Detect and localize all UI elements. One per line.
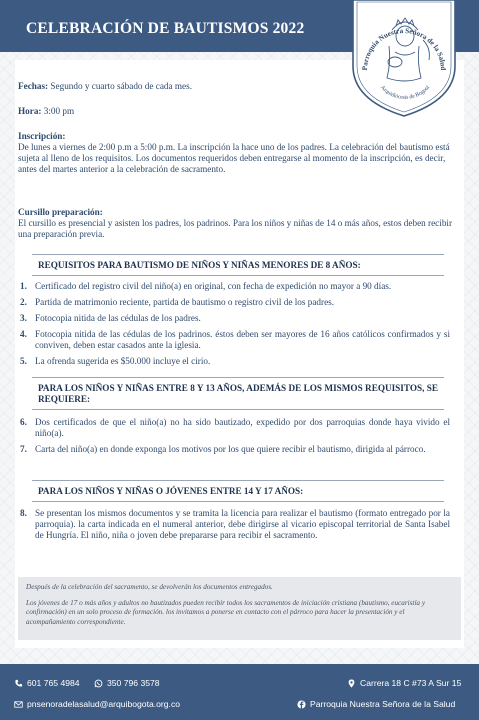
emblem-arc-text-top: Parroquia Nuestra Señora de la Salud (360, 26, 448, 71)
section-heading-under-8: REQUISITOS PARA BAUTISMO DE NIÑOS Y NIÑAS MENORES DE 8 AÑOS: (32, 254, 444, 276)
hora-value: 3:00 pm (41, 106, 75, 116)
list-item: 8. Se presentan los mismos documentos y se tramita la licencia para realizar el bautismo (formato entregado por la parroquia). la carta indicada en el numeral anterior, debe dirigirse al vicario episcopal territorial de Santa Isabel de Hungría. El niño, niña o joven debe prepararse para recibir el sacramento. (20, 508, 450, 540)
list-item: 4. Fotocopia nitida de las cédulas de los padrinos. éstos deben ser mayores de 16 años católicos confirmados y si conviven, deben estar casados ante la iglesia. (20, 329, 450, 350)
list-item: 5. La ofrenda sugerida es $50.000 incluye el cirio. (20, 356, 211, 366)
whatsapp-contact[interactable]: 350 796 3578 (94, 678, 160, 688)
list-item: 2. Partida de matrimonio reciente, partida de bautismo o registro civil de los padres. (20, 297, 335, 307)
virgin-mary-emblem-icon (345, 0, 463, 118)
fechas-label: Fechas: (18, 81, 49, 91)
whatsapp-icon (94, 679, 103, 688)
emblem-arc-text-bottom: Arquidiócesis de Bogotá (379, 84, 431, 101)
phone-contact[interactable]: 601 765 4984 (14, 678, 80, 688)
cursillo-text: El cursillo es presencial y asisten los padres, los padrinos. Para los niños y niñas de 14 o más años, estos deben recibir una preparación previa. (18, 218, 453, 239)
facebook-link[interactable]: Parroquia Nuestra Señora de la Salud (297, 699, 455, 709)
page-title: CELEBRACIÓN DE BAUTISMOS 2022 (26, 20, 305, 37)
hora-label: Hora: (18, 106, 42, 116)
hora-line (18, 106, 398, 117)
inscripcion-label: Inscripción: (18, 131, 66, 141)
note-line-1: Después de la celebración del sacramento, se devolverán los documentos entregados. (26, 583, 273, 591)
list-item: 7. Carta del niño(a) en donde exponga los motivos por los que quiere recibir el bautismo, dirigida al párroco. (20, 444, 426, 454)
inscripcion-text: De lunes a viernes de 2:00 p.m a 5:00 p.m. La inscripción la hace uno de los padres. La celebración del bautismo está sujeta al lleno de los requisitos. Los documentos requeridos deben entregarse al momento de la inscripción, es decir, antes del martes anterior a la celebración de sacramento. (18, 142, 450, 174)
note-box (18, 577, 461, 640)
fechas-line (18, 81, 398, 92)
phone-icon (14, 679, 23, 688)
note-line-2: Los jóvenes de 17 o más años y adultos no bautizados pueden recibir todos los sacramentos de iniciación cristiana (bautismo, eucaristía y confirmación) en un solo proceso de formación. los invitamos a ponerse en contacto con el párroco para hacer la presentación y el acompañamiento correspondiente. (26, 598, 426, 626)
fechas-value: Segundo y cuarto sábado de cada mes. (48, 81, 193, 91)
list-item: 1. Certificado del registro civil del niño(a) en original, con fecha de expedición no mayor a 90 días. (20, 281, 392, 291)
email-icon (14, 700, 23, 709)
requirements-list-under-8 (20, 281, 450, 372)
footer (0, 664, 479, 720)
address: Carrera 18 C #73 A Sur 15 (347, 678, 461, 688)
list-item: 3. Fotocopia nitida de las cédulas de los padres. (20, 313, 201, 323)
location-pin-icon (347, 679, 356, 688)
requirements-list-8-13 (20, 417, 450, 460)
section-heading-14-17: PARA LOS NIÑOS Y NIÑAS O JÓVENES ENTRE 14 Y 17 AÑOS: (32, 480, 444, 502)
cursillo-label: Cursillo preparación: (18, 207, 103, 217)
list-item: 6. Dos certificados de que el niño(a) no ha sido bautizado, expedido por dos parroquias donde haya vivido el niño(a). (20, 417, 450, 438)
facebook-icon (297, 700, 306, 709)
section-heading-8-13: PARA LOS NIÑOS Y NIÑAS ENTRE 8 Y 13 AÑOS, ADEMÁS DE LOS MISMOS REQUISITOS, SE REQUIERE: (32, 377, 444, 410)
requirements-list-14-17 (20, 508, 450, 546)
email-contact[interactable]: pnsenoradelasalud@arquibogota.org.co (14, 699, 180, 709)
